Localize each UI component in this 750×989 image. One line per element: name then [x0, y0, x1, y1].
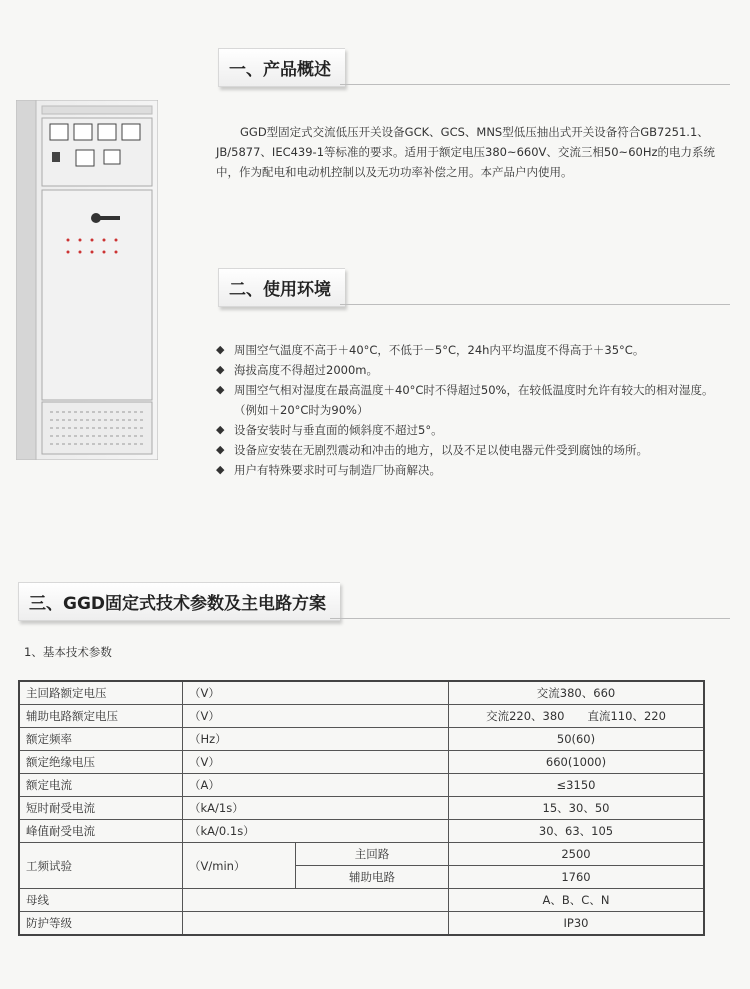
table-row	[19, 681, 704, 705]
list-item	[216, 340, 726, 360]
section-title-environment: 二、使用环境	[218, 268, 345, 307]
param-value: IP30	[449, 912, 705, 936]
table-row	[19, 912, 704, 936]
param-name: 峰值耐受电流	[19, 820, 183, 843]
param-sub-label: 主回路	[296, 843, 449, 866]
diamond-bullet-icon: ◆	[216, 423, 225, 436]
table-row	[19, 751, 704, 774]
section-title-params: 三、GGD固定式技术参数及主电路方案	[18, 582, 340, 621]
list-item-text: 用户有特殊要求时可与制造厂协商解决。	[234, 463, 441, 477]
table-row	[19, 820, 704, 843]
param-unit: （V/min）	[183, 843, 296, 889]
param-name: 额定绝缘电压	[19, 751, 183, 774]
param-name: 短时耐受电流	[19, 797, 183, 820]
param-value: 交流220、380 直流110、220	[449, 705, 705, 728]
overview-text: GGD型固定式交流低压开关设备GCK、GCS、MNS型低压抽出式开关设备符合GB7251.1、JB/5877、IEC439-1等标准的要求。适用于额定电压380~660V、交流三相50~60Hz的电力系统中，作为配电和电动机控制以及无功功率补偿之用。本产品户内使用。	[216, 125, 716, 179]
switchgear-cabinet-image	[16, 100, 158, 460]
diamond-bullet-icon: ◆	[216, 363, 225, 376]
param-name: 防护等级	[19, 912, 183, 936]
param-value: A、B、C、N	[449, 889, 705, 912]
list-item-text: 设备应安装在无剧烈震动和冲击的地方，以及不足以使电器元件受到腐蚀的场所。	[234, 443, 648, 457]
param-unit	[183, 912, 449, 936]
param-name: 主回路额定电压	[19, 681, 183, 705]
section-divider	[340, 304, 730, 305]
table-row	[19, 774, 704, 797]
param-name: 额定频率	[19, 728, 183, 751]
param-unit: （kA/0.1s）	[183, 820, 449, 843]
param-unit	[183, 889, 449, 912]
list-item-text: 设备安装时与垂直面的倾斜度不超过5°。	[234, 423, 443, 437]
diamond-bullet-icon: ◆	[216, 343, 225, 356]
param-unit: （V）	[183, 705, 449, 728]
param-value: 1760	[449, 866, 705, 889]
diamond-bullet-icon: ◆	[216, 383, 225, 396]
param-unit: （V）	[183, 751, 449, 774]
tech-params-table	[18, 680, 705, 936]
list-item	[216, 440, 726, 460]
param-name: 工频试验	[19, 843, 183, 889]
list-item-text: 周围空气相对湿度在最高温度＋40°C时不得超过50%，在较低温度时允许有较大的相对湿度。（例如＋20°C时为90%）	[234, 383, 714, 417]
list-item-text: 周围空气温度不高于＋40°C，不低于－5°C，24h内平均温度不得高于＋35°C。	[234, 343, 645, 357]
param-value: ≤3150	[449, 774, 705, 797]
param-unit: （V）	[183, 681, 449, 705]
section-title-overview: 一、产品概述	[218, 48, 345, 87]
diamond-bullet-icon: ◆	[216, 463, 225, 476]
table-row	[19, 705, 704, 728]
param-value: 2500	[449, 843, 705, 866]
param-value: 50(60)	[449, 728, 705, 751]
list-item	[216, 360, 726, 380]
list-item	[216, 460, 726, 480]
table-row	[19, 843, 704, 866]
list-item-text: 海拔高度不得超过2000m。	[234, 363, 378, 377]
section-divider	[340, 84, 730, 85]
list-item	[216, 420, 726, 440]
param-unit: （A）	[183, 774, 449, 797]
table-row	[19, 728, 704, 751]
param-sub-label: 辅助电路	[296, 866, 449, 889]
diamond-bullet-icon: ◆	[216, 443, 225, 456]
param-name: 额定电流	[19, 774, 183, 797]
param-value: 15、30、50	[449, 797, 705, 820]
param-value: 30、63、105	[449, 820, 705, 843]
section-divider	[330, 618, 730, 619]
list-item	[216, 380, 726, 420]
param-value: 交流380、660	[449, 681, 705, 705]
param-unit: （kA/1s）	[183, 797, 449, 820]
params-subtitle: 1、基本技术参数	[24, 645, 112, 659]
param-name: 辅助电路额定电压	[19, 705, 183, 728]
environment-list	[216, 340, 726, 480]
param-unit: （Hz）	[183, 728, 449, 751]
param-name: 母线	[19, 889, 183, 912]
table-row	[19, 889, 704, 912]
param-value: 660(1000)	[449, 751, 705, 774]
table-row	[19, 797, 704, 820]
